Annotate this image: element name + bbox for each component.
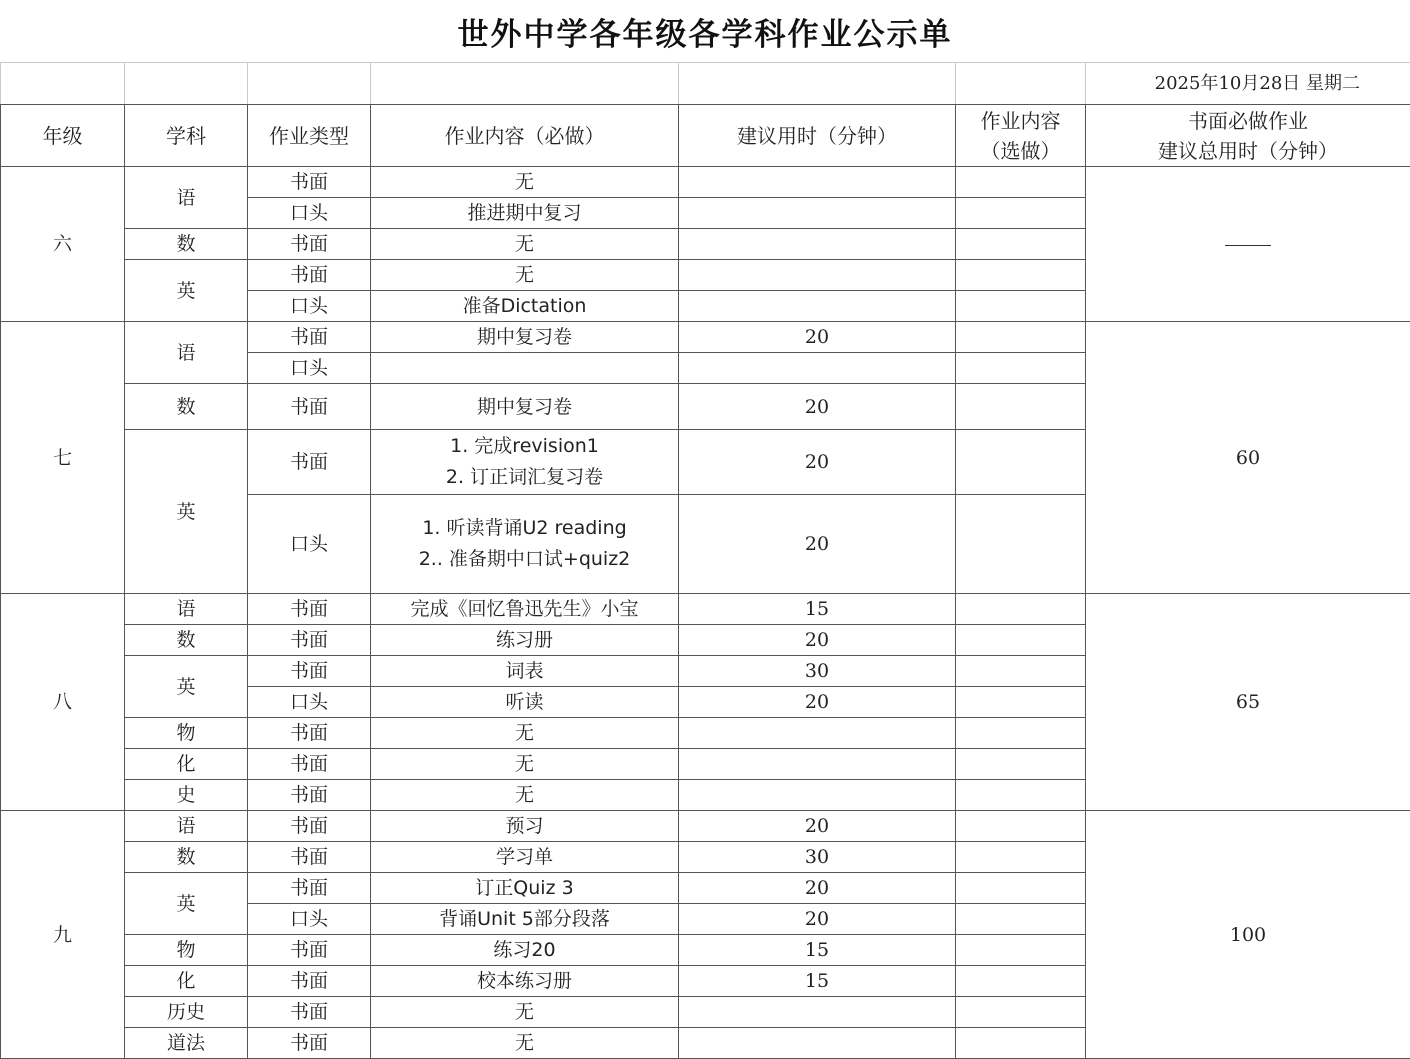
header-optional[interactable] <box>956 105 1086 167</box>
date-cell[interactable]: 2025年10月28日 星期二 <box>1086 63 1410 105</box>
total-dash <box>1225 245 1271 246</box>
subject-cell[interactable]: 物 <box>125 935 248 966</box>
subject-cell[interactable]: 英 <box>125 260 248 322</box>
empty-cell[interactable] <box>371 63 679 105</box>
content-line: 2. 订正词汇复习卷 <box>445 466 604 488</box>
type-cell[interactable]: 书面 <box>248 780 371 811</box>
content-cell[interactable]: 校本练习册 <box>371 966 679 997</box>
type-cell[interactable]: 口头 <box>248 353 371 384</box>
header-subject[interactable]: 学科 <box>125 105 248 167</box>
total-cell[interactable]: 65 <box>1086 594 1410 811</box>
type-cell[interactable]: 书面 <box>248 594 371 625</box>
time-cell[interactable] <box>679 997 956 1028</box>
homework-table <box>0 62 1410 1059</box>
table-row <box>1 594 1410 625</box>
optional-cell[interactable] <box>956 322 1086 353</box>
type-cell[interactable]: 书面 <box>248 811 371 842</box>
subject-cell[interactable]: 化 <box>125 749 248 780</box>
type-cell[interactable]: 书面 <box>248 260 371 291</box>
time-cell[interactable] <box>679 291 956 322</box>
table-row <box>1 322 1410 353</box>
type-cell[interactable]: 书面 <box>248 842 371 873</box>
content-cell[interactable]: 准备Dictation <box>371 291 679 322</box>
content-cell[interactable]: 学习单 <box>371 842 679 873</box>
type-cell[interactable]: 书面 <box>248 322 371 353</box>
type-cell[interactable]: 书面 <box>248 749 371 780</box>
content-line: 1. 听读背诵U2 reading <box>422 517 627 539</box>
time-cell[interactable] <box>679 718 956 749</box>
time-cell[interactable] <box>679 353 956 384</box>
subject-cell[interactable]: 历史 <box>125 997 248 1028</box>
optional-cell[interactable] <box>956 353 1086 384</box>
grade-cell[interactable]: 八 <box>1 594 125 811</box>
time-cell[interactable] <box>679 198 956 229</box>
type-cell[interactable]: 书面 <box>248 384 371 430</box>
subject-cell[interactable]: 物 <box>125 718 248 749</box>
header-total-line1: 书面必做作业 <box>1188 108 1308 133</box>
time-cell[interactable]: 20 <box>679 873 956 904</box>
time-cell[interactable]: 15 <box>679 966 956 997</box>
content-line: 1. 完成revision1 <box>450 435 599 457</box>
time-cell[interactable]: 20 <box>679 687 956 718</box>
content-cell[interactable]: 订正Quiz 3 <box>371 873 679 904</box>
optional-cell[interactable] <box>956 229 1086 260</box>
optional-cell[interactable] <box>956 718 1086 749</box>
header-optional-line2: （选做） <box>980 138 1061 163</box>
subject-cell[interactable]: 英 <box>125 656 248 718</box>
subject-cell[interactable]: 数 <box>125 384 248 430</box>
time-cell[interactable]: 30 <box>679 842 956 873</box>
optional-cell[interactable] <box>956 904 1086 935</box>
content-cell[interactable]: 无 <box>371 780 679 811</box>
total-cell[interactable]: 60 <box>1086 322 1410 594</box>
content-cell[interactable] <box>371 495 679 594</box>
type-cell[interactable]: 口头 <box>248 495 371 594</box>
optional-cell[interactable] <box>956 291 1086 322</box>
type-cell[interactable]: 书面 <box>248 966 371 997</box>
optional-cell[interactable] <box>956 594 1086 625</box>
grade-cell[interactable]: 六 <box>1 167 125 322</box>
time-cell[interactable]: 20 <box>679 811 956 842</box>
optional-cell[interactable] <box>956 687 1086 718</box>
optional-cell[interactable] <box>956 749 1086 780</box>
subject-cell[interactable]: 英 <box>125 430 248 594</box>
subject-cell[interactable]: 英 <box>125 873 248 935</box>
type-cell[interactable]: 口头 <box>248 291 371 322</box>
content-cell[interactable]: 无 <box>371 997 679 1028</box>
table-row <box>1 167 1410 198</box>
time-cell[interactable]: 20 <box>679 384 956 430</box>
time-cell[interactable]: 20 <box>679 625 956 656</box>
type-cell[interactable]: 书面 <box>248 873 371 904</box>
optional-cell[interactable] <box>956 935 1086 966</box>
optional-cell[interactable] <box>956 260 1086 291</box>
sheet-title: 世外中学各年级各学科作业公示单 <box>457 16 953 53</box>
time-cell[interactable]: 15 <box>679 935 956 966</box>
type-cell[interactable]: 书面 <box>248 229 371 260</box>
content-line: 2.. 准备期中口试+quiz2 <box>418 548 631 570</box>
time-cell[interactable]: 15 <box>679 594 956 625</box>
content-cell[interactable] <box>371 430 679 495</box>
time-cell[interactable]: 20 <box>679 322 956 353</box>
optional-cell[interactable] <box>956 966 1086 997</box>
content-cell[interactable]: 预习 <box>371 811 679 842</box>
time-cell[interactable] <box>679 749 956 780</box>
content-cell[interactable]: 练习册 <box>371 625 679 656</box>
empty-cell[interactable] <box>679 63 956 105</box>
type-cell[interactable]: 书面 <box>248 625 371 656</box>
grade-cell[interactable]: 九 <box>1 811 125 1059</box>
header-grade[interactable]: 年级 <box>1 105 125 167</box>
content-cell[interactable]: 词表 <box>371 656 679 687</box>
subject-cell[interactable]: 语 <box>125 167 248 229</box>
optional-cell[interactable] <box>956 198 1086 229</box>
subject-cell[interactable]: 数 <box>125 229 248 260</box>
subject-cell[interactable]: 道法 <box>125 1028 248 1059</box>
optional-cell[interactable] <box>956 811 1086 842</box>
content-cell[interactable]: 完成《回忆鲁迅先生》小宝 <box>371 594 679 625</box>
time-cell[interactable]: 20 <box>679 495 956 594</box>
title-bar <box>0 0 1410 63</box>
time-cell[interactable]: 20 <box>679 904 956 935</box>
content-cell[interactable]: 无 <box>371 229 679 260</box>
table-row <box>1 811 1410 842</box>
time-cell[interactable]: 20 <box>679 430 956 495</box>
header-row <box>1 105 1410 167</box>
type-cell[interactable]: 书面 <box>248 167 371 198</box>
empty-cell[interactable] <box>1 63 125 105</box>
subject-cell[interactable]: 语 <box>125 322 248 384</box>
optional-cell[interactable] <box>956 167 1086 198</box>
optional-cell[interactable] <box>956 842 1086 873</box>
optional-cell[interactable] <box>956 384 1086 430</box>
content-cell[interactable]: 无 <box>371 718 679 749</box>
content-cell[interactable]: 背诵Unit 5部分段落 <box>371 904 679 935</box>
subject-cell[interactable]: 语 <box>125 594 248 625</box>
type-cell[interactable]: 口头 <box>248 687 371 718</box>
type-cell[interactable]: 书面 <box>248 997 371 1028</box>
time-cell[interactable] <box>679 229 956 260</box>
total-cell[interactable] <box>1086 167 1410 322</box>
content-cell[interactable]: 无 <box>371 749 679 780</box>
header-time[interactable]: 建议用时（分钟） <box>679 105 956 167</box>
subject-cell[interactable]: 语 <box>125 811 248 842</box>
header-type[interactable]: 作业类型 <box>248 105 371 167</box>
empty-cell[interactable] <box>248 63 371 105</box>
header-total[interactable] <box>1086 105 1410 167</box>
time-cell[interactable] <box>679 260 956 291</box>
type-cell[interactable]: 书面 <box>248 935 371 966</box>
total-cell[interactable]: 100 <box>1086 811 1410 1059</box>
optional-cell[interactable] <box>956 625 1086 656</box>
empty-cell[interactable] <box>956 63 1086 105</box>
optional-cell[interactable] <box>956 873 1086 904</box>
type-cell[interactable]: 书面 <box>248 430 371 495</box>
content-cell[interactable]: 听读 <box>371 687 679 718</box>
optional-cell[interactable] <box>956 656 1086 687</box>
optional-cell[interactable] <box>956 495 1086 594</box>
content-cell[interactable]: 无 <box>371 167 679 198</box>
subject-cell[interactable]: 化 <box>125 966 248 997</box>
header-total-line2: 建议总用时（分钟） <box>1158 138 1338 163</box>
time-cell[interactable]: 30 <box>679 656 956 687</box>
time-cell[interactable] <box>679 780 956 811</box>
type-cell[interactable]: 口头 <box>248 904 371 935</box>
header-content[interactable]: 作业内容（必做） <box>371 105 679 167</box>
subject-cell[interactable]: 史 <box>125 780 248 811</box>
content-cell[interactable]: 无 <box>371 1028 679 1059</box>
type-cell[interactable]: 书面 <box>248 1028 371 1059</box>
header-optional-line1: 作业内容 <box>980 108 1061 133</box>
time-cell[interactable] <box>679 167 956 198</box>
optional-cell[interactable] <box>956 1028 1086 1059</box>
optional-cell[interactable] <box>956 780 1086 811</box>
optional-cell[interactable] <box>956 997 1086 1028</box>
content-cell[interactable]: 期中复习卷 <box>371 384 679 430</box>
content-cell[interactable] <box>371 353 679 384</box>
optional-cell[interactable] <box>956 430 1086 495</box>
subject-cell[interactable]: 数 <box>125 625 248 656</box>
subject-cell[interactable]: 数 <box>125 842 248 873</box>
time-cell[interactable] <box>679 1028 956 1059</box>
type-cell[interactable]: 书面 <box>248 718 371 749</box>
grade-cell[interactable]: 七 <box>1 322 125 594</box>
content-cell[interactable]: 无 <box>371 260 679 291</box>
empty-cell[interactable] <box>125 63 248 105</box>
type-cell[interactable]: 书面 <box>248 656 371 687</box>
content-cell[interactable]: 推进期中复习 <box>371 198 679 229</box>
date-row <box>1 63 1410 105</box>
content-cell[interactable]: 期中复习卷 <box>371 322 679 353</box>
type-cell[interactable]: 口头 <box>248 198 371 229</box>
content-cell[interactable]: 练习20 <box>371 935 679 966</box>
